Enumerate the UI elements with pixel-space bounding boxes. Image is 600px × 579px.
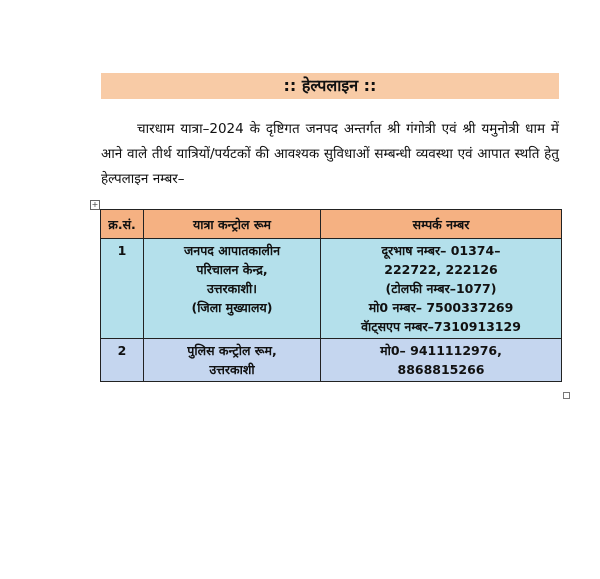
header-serial: क्र.सं. — [101, 210, 144, 239]
contact-line: मो0 नम्बर– 7500337269 — [368, 300, 514, 315]
room-line: परिचालन केन्द्र, — [196, 262, 268, 277]
room-line: पुलिस कन्ट्रोल रूम, — [187, 343, 277, 358]
intro-text: चारधाम यात्रा–2024 के दृष्टिगत जनपद अन्तर्गत श्री गंगोत्री एवं श्री यमुनोत्री धाम में आने वाले तीर्थ यात्रियों/पर्यटकों की आवश्यक सुविधाओं सम्बन्धी व्यवस्था एवं आपात स्थति हेतु हेल्पलाइन नम्बर– — [101, 121, 559, 187]
room-line: (जिला मुख्यालय) — [191, 300, 273, 315]
room-line: उत्तरकाशी — [209, 362, 255, 377]
helpline-table — [100, 209, 562, 382]
table-move-icon[interactable]: + — [91, 200, 99, 209]
contact-line: मो0– 9411112976, — [380, 343, 502, 358]
room-line: उत्तरकाशी। — [207, 281, 257, 296]
contact-line: वॅाट्सएप नम्बर–7310913129 — [361, 319, 521, 334]
row-contact — [321, 239, 562, 339]
table-row — [101, 239, 562, 339]
row-serial: 1 — [101, 239, 144, 339]
room-line: जनपद आपातकालीन — [183, 243, 281, 258]
table-resize-handle[interactable] — [563, 392, 570, 399]
contact-line: (टोलफी नम्बर–1077) — [385, 281, 497, 296]
intro-paragraph — [101, 117, 559, 192]
contact-line: दूरभाष नम्बर– 01374– — [381, 243, 501, 258]
contact-line: 8868815266 — [397, 362, 485, 377]
table-row — [101, 339, 562, 382]
header-contact-number: सम्पर्क नम्बर — [321, 210, 562, 239]
row-control-room — [144, 239, 321, 339]
table-header-row — [101, 210, 562, 239]
contact-line: 222722, 222126 — [384, 262, 498, 277]
row-control-room — [144, 339, 321, 382]
header-control-room: यात्रा कन्ट्रोल रूम — [144, 210, 321, 239]
row-contact — [321, 339, 562, 382]
row-serial: 2 — [101, 339, 144, 382]
helpline-banner: :: हेल्पलाइन :: — [101, 73, 559, 99]
